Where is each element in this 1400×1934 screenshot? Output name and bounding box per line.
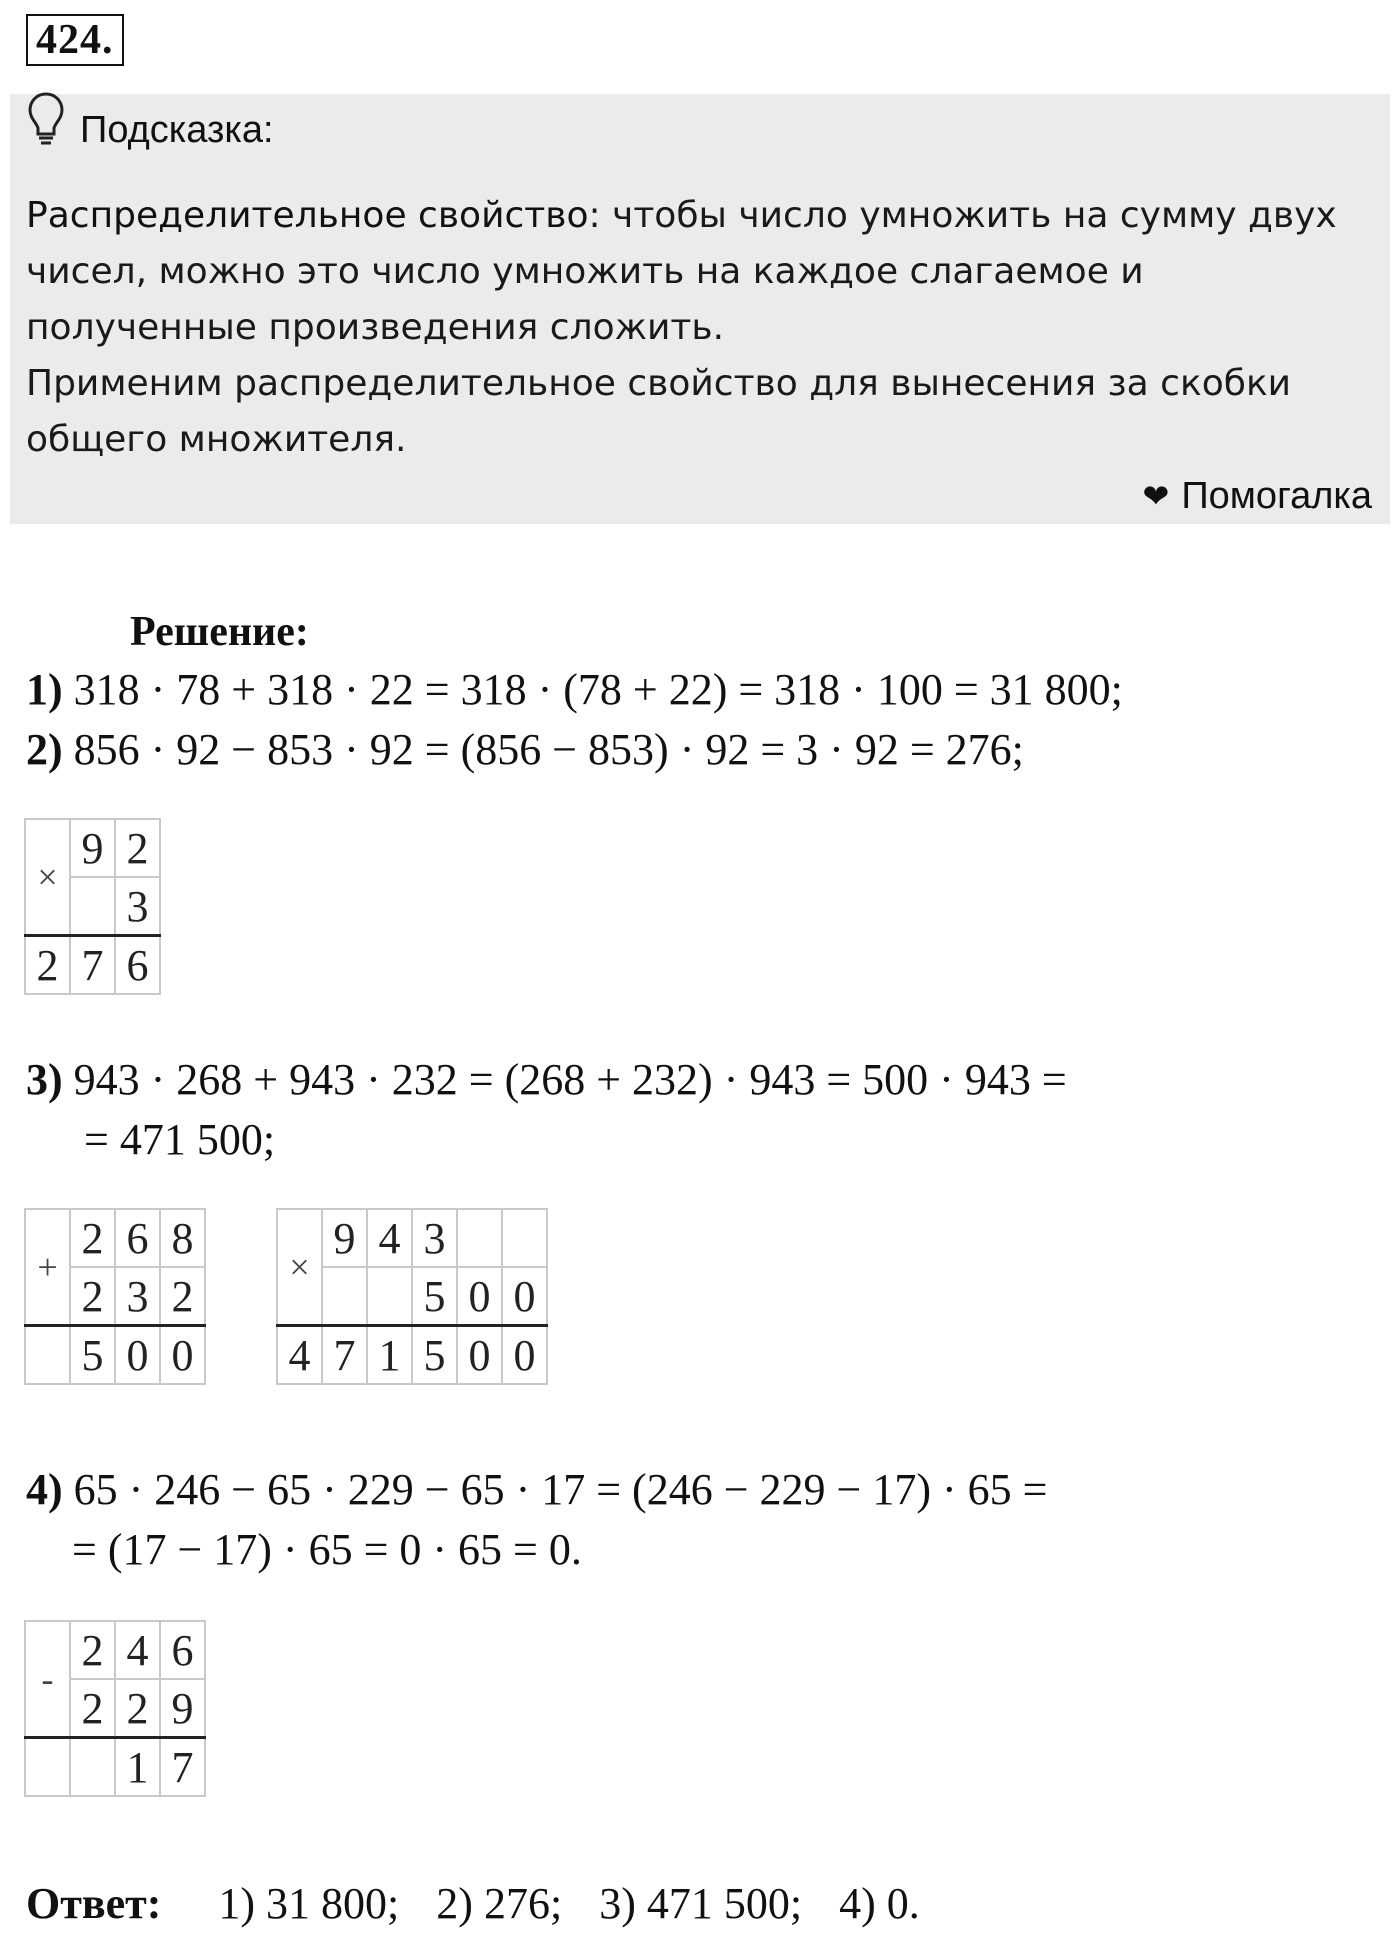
equation-continuation: = 471 500;: [84, 1115, 276, 1164]
solution-heading: Решение:: [130, 609, 309, 655]
digit-cell: [25, 1738, 70, 1797]
digit-cell: 2: [25, 936, 70, 995]
column-calc-sub-246-229: [24, 1620, 206, 1797]
digit-cell: 6: [115, 1209, 160, 1267]
digit-cell: 0: [457, 1267, 502, 1326]
digit-cell: 0: [115, 1326, 160, 1385]
solution-item-3: [26, 1050, 1067, 1110]
digit-cell: 3: [115, 877, 160, 936]
digit-cell: 2: [70, 1209, 115, 1267]
digit-cell: [502, 1209, 547, 1267]
task-number: 424.: [26, 14, 124, 66]
digit-cell: 0: [502, 1267, 547, 1326]
digit-cell: 2: [70, 1621, 115, 1679]
digit-cell: 5: [412, 1267, 457, 1326]
brand[interactable]: [1143, 468, 1372, 524]
answer-part: 2) 276;: [436, 1879, 563, 1928]
equation-line: 65 · 246 − 65 · 229 − 65 · 17 = (246 − 229 − 17) · 65 =: [73, 1465, 1048, 1514]
item-number: 3): [26, 1055, 63, 1104]
equation-line: 943 · 268 + 943 · 232 = (268 + 232) · 943 = 500 · 943 =: [73, 1055, 1067, 1104]
digit-cell: 4: [277, 1326, 322, 1385]
equation-line: 318 · 78 + 318 · 22 = 318 · (78 + 22) = 318 · 100 = 31 800;: [73, 665, 1123, 714]
digit-cell: 3: [115, 1267, 160, 1326]
digit-cell: 4: [367, 1209, 412, 1267]
digit-cell: 2: [115, 1679, 160, 1738]
digit-cell: 9: [70, 819, 115, 877]
column-calc-mult-943-500: [276, 1208, 548, 1385]
column-calc-mult-92-3: [24, 818, 161, 995]
digit-cell: [367, 1267, 412, 1326]
digit-cell: 1: [115, 1738, 160, 1797]
answer-part: 1) 31 800;: [218, 1879, 400, 1928]
digit-cell: [70, 877, 115, 936]
digit-cell: [70, 1738, 115, 1797]
digit-cell: [457, 1209, 502, 1267]
hint-application: Применим распределительное свойство для вынесения за скобки общего множителя.: [26, 363, 1292, 460]
digit-cell: 7: [160, 1738, 205, 1797]
digit-cell: 5: [412, 1326, 457, 1385]
answer: [26, 1874, 920, 1934]
solution-item-4: [26, 1460, 1047, 1520]
column-calc-add-268-232: [24, 1208, 206, 1385]
digit-cell: 2: [70, 1679, 115, 1738]
digit-cell: 9: [160, 1679, 205, 1738]
digit-cell: 3: [412, 1209, 457, 1267]
hint-text: [26, 188, 1366, 468]
digit-cell: 5: [70, 1326, 115, 1385]
operation-sign: ×: [25, 819, 70, 936]
digit-cell: 2: [115, 819, 160, 877]
answer-label: Ответ:: [26, 1879, 162, 1928]
digit-cell: 0: [502, 1326, 547, 1385]
hint-definition: [26, 188, 1366, 356]
digit-cell: 1: [367, 1326, 412, 1385]
operation-sign: -: [25, 1621, 70, 1738]
digit-cell: 4: [115, 1621, 160, 1679]
hint-definition-text: : чтобы число умножить на сумму двух чисел, можно это число умножить на каждое слагаемое и полученные произведения сложить.: [26, 195, 1337, 348]
hint-title-text: Подсказка:: [80, 109, 274, 151]
operation-sign: +: [25, 1209, 70, 1326]
digit-cell: 0: [457, 1326, 502, 1385]
equation-continuation: = (17 − 17) · 65 = 0 · 65 = 0.: [72, 1525, 582, 1574]
answer-part: 4) 0.: [839, 1879, 920, 1928]
digit-cell: 6: [160, 1621, 205, 1679]
hint-title: [26, 96, 274, 164]
heart-icon: ❤: [1142, 478, 1170, 514]
solution-item-1: [26, 660, 1123, 720]
digit-cell: 9: [322, 1209, 367, 1267]
digit-cell: 2: [70, 1267, 115, 1326]
digit-cell: 0: [160, 1326, 205, 1385]
digit-cell: 8: [160, 1209, 205, 1267]
solution-item-2: [26, 720, 1024, 780]
item-number: 4): [26, 1465, 63, 1514]
brand-label: Помогалка: [1181, 475, 1372, 517]
digit-cell: [25, 1326, 70, 1385]
digit-cell: 7: [322, 1326, 367, 1385]
operation-sign: ×: [277, 1209, 322, 1326]
answer-part: 3) 471 500;: [599, 1879, 803, 1928]
digit-cell: [322, 1267, 367, 1326]
hint-term: Распределительное свойство: [26, 195, 589, 236]
item-number: 2): [26, 725, 63, 774]
digit-cell: 6: [115, 936, 160, 995]
item-number: 1): [26, 665, 63, 714]
equation-line: 856 · 92 − 853 · 92 = (856 − 853) · 92 = 3 · 92 = 276;: [73, 725, 1024, 774]
lightbulb-icon: [26, 90, 66, 170]
digit-cell: 7: [70, 936, 115, 995]
digit-cell: 2: [160, 1267, 205, 1326]
